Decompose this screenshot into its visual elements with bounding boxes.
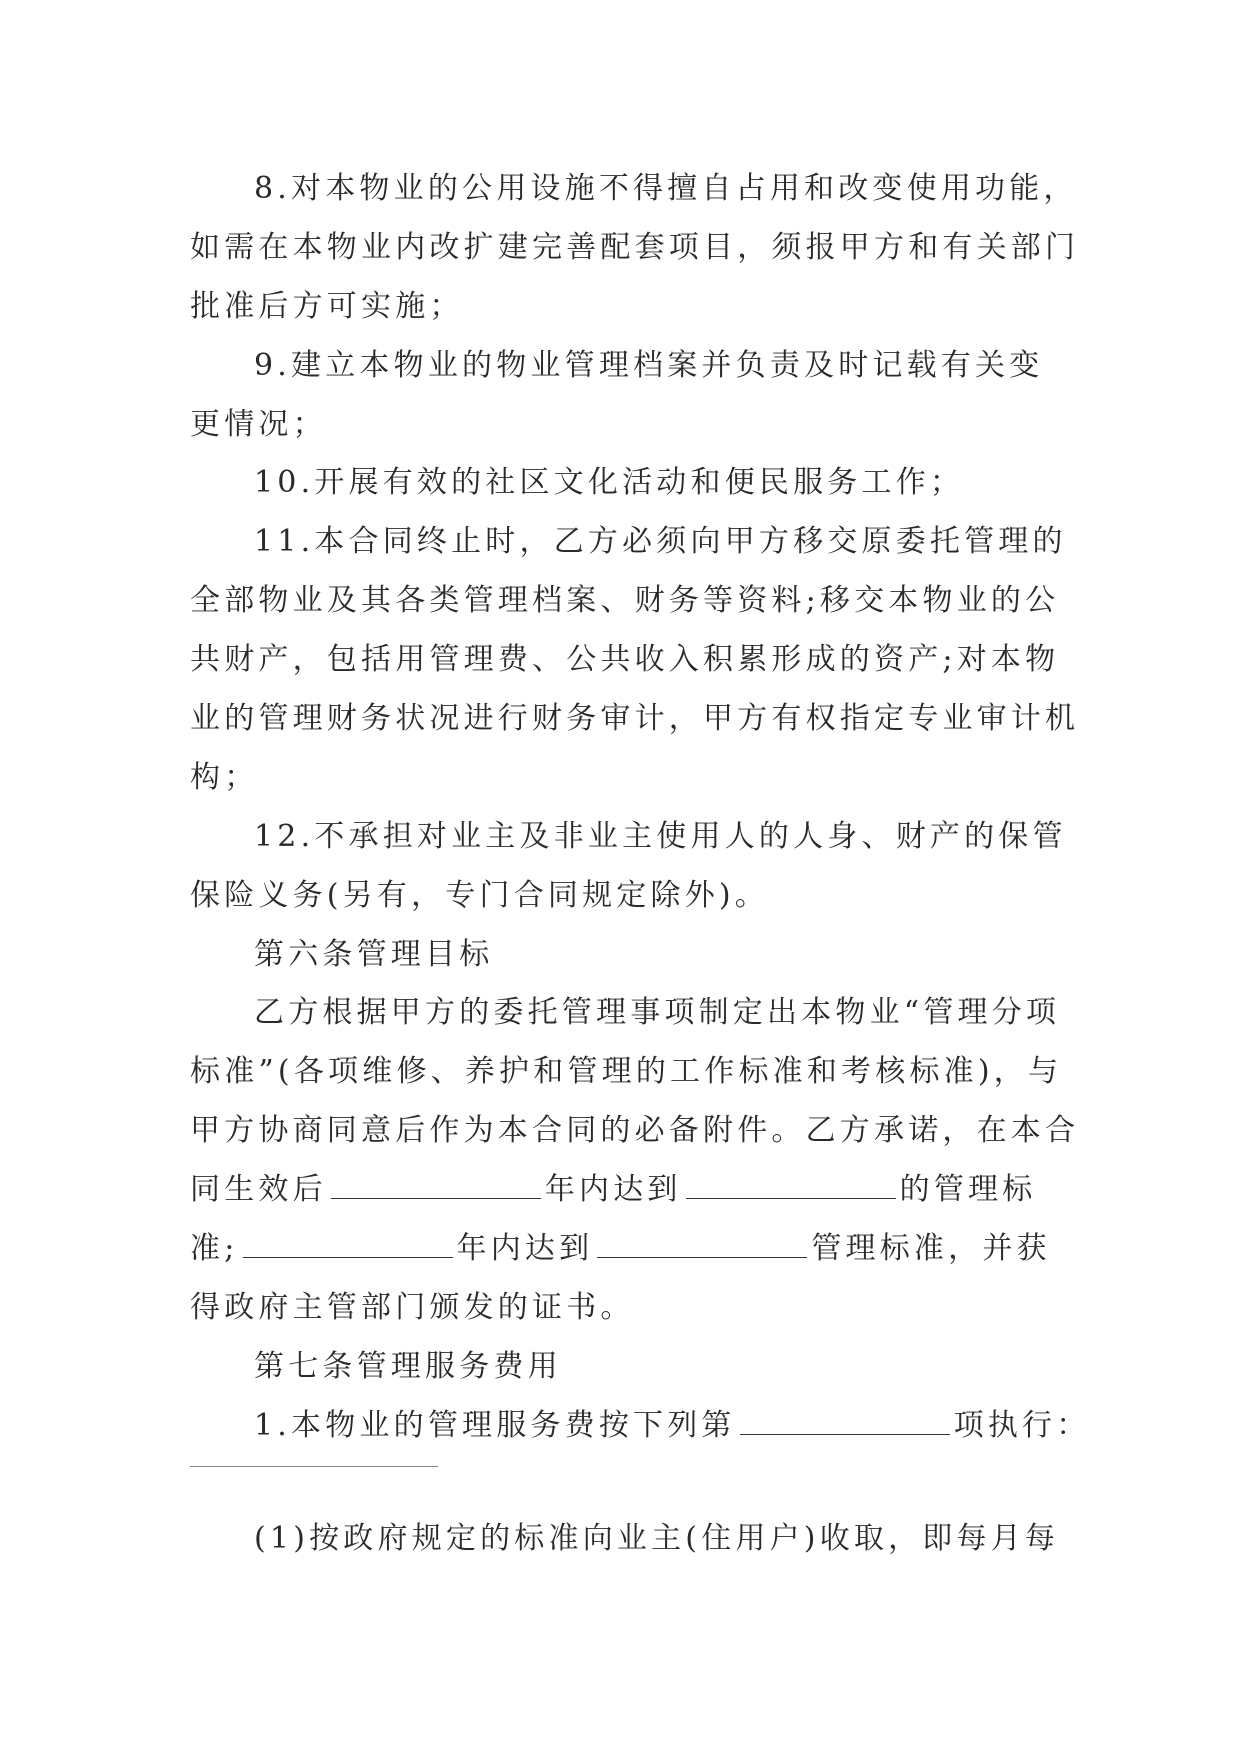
text-line: 9.建立本物业的物业管理档案并负责及时记载有关变 — [254, 347, 1044, 383]
fill-in-line — [190, 1220, 1060, 1279]
text-segment: 准; — [190, 1231, 239, 1267]
separator-line — [190, 1466, 438, 1467]
text-line: 保险义务(另有，专门合同规定除外)。 — [190, 877, 770, 913]
text-line: 12.不承担对业主及非业主使用人的人身、财产的保管 — [254, 818, 1067, 854]
text-line: 批准后方可实施； — [190, 288, 464, 324]
text-segment: 管理标准，并获 — [811, 1231, 1051, 1267]
text-line: 11.本合同终止时，乙方必须向甲方移交原委托管理的 — [254, 524, 1067, 560]
text-segment: 1.本物业的管理服务费按下列第 — [254, 1407, 736, 1443]
text-segment: 年内达到 — [544, 1172, 682, 1208]
fill-in-line — [190, 1161, 1060, 1220]
section-heading: 第七条管理服务费用 — [254, 1348, 562, 1384]
document-body — [190, 160, 1091, 1456]
text-line: 标准”(各项维修、养护和管理的工作标准和考核标准)，与 — [190, 1054, 1063, 1090]
text-line: 10.开展有效的社区文化活动和便民服务工作； — [254, 465, 965, 501]
text-segment: 同生效后 — [190, 1172, 327, 1208]
document-tail — [190, 1510, 1060, 1569]
text-line: 乙方根据甲方的委托管理事项制定出本物业“管理分项 — [254, 995, 1061, 1031]
text-line: (1)按政府规定的标准向业主(住用户)收取，即每月每 — [254, 1521, 1060, 1556]
blank-field[interactable] — [740, 1408, 950, 1435]
blank-field[interactable] — [331, 1172, 541, 1199]
text-line: 如需在本物业内改扩建完善配套项目，须报甲方和有关部门 — [190, 229, 1080, 265]
text-line: 全部物业及其各类管理档案、财务等资料;移交本物业的公 — [190, 583, 1060, 619]
text-line: 业的管理财务状况进行财务审计，甲方有权指定专业审计机 — [190, 701, 1080, 737]
text-line: 共财产，包括用管理费、公共收入积累形成的资产;对本物 — [190, 642, 1060, 678]
text-segment: 年内达到 — [456, 1231, 594, 1267]
text-line: 更情况； — [190, 406, 327, 442]
blank-field[interactable] — [686, 1172, 896, 1199]
blank-field[interactable] — [243, 1231, 453, 1258]
section-heading: 第六条管理目标 — [254, 936, 494, 972]
blank-field[interactable] — [597, 1231, 807, 1258]
text-line: 得政府主管部门颁发的证书。 — [190, 1289, 635, 1325]
text-line: 构； — [190, 759, 259, 795]
fill-in-line — [190, 1397, 1091, 1456]
text-line: 甲方协商同意后作为本合同的必备附件。乙方承诺，在本合 — [190, 1113, 1080, 1149]
text-segment: 的管理标 — [899, 1172, 1037, 1208]
text-line: 8.对本物业的公用设施不得擅自占用和改变使用功能， — [254, 171, 1078, 206]
text-segment: 项执行： — [953, 1407, 1091, 1443]
